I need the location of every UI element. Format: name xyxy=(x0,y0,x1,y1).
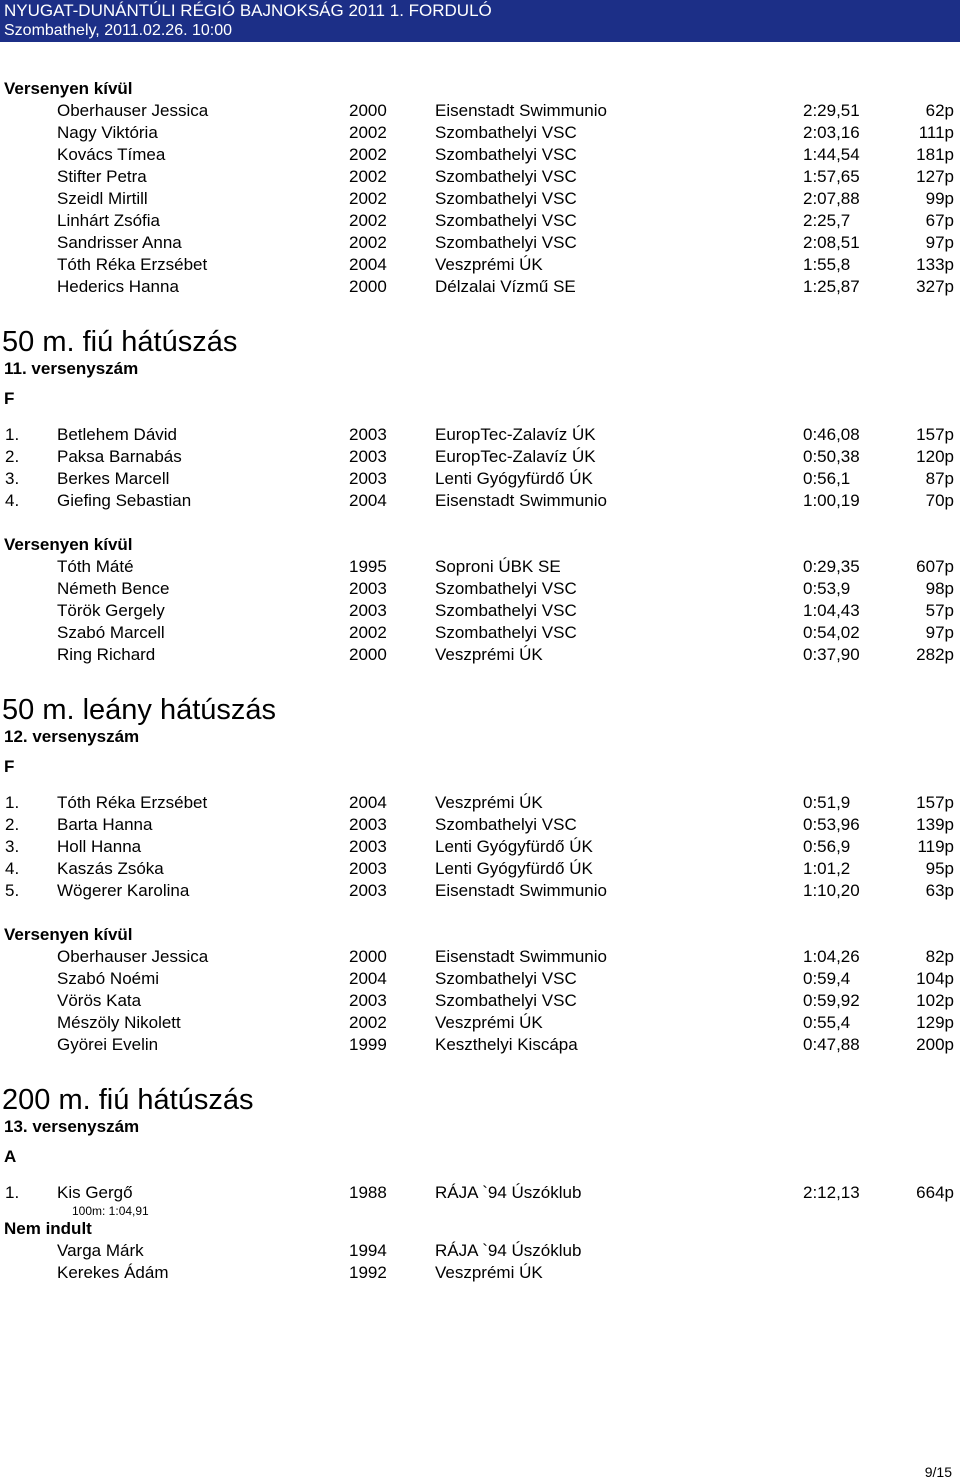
club-name: Lenti Gyógyfürdő ÚK xyxy=(435,469,593,488)
event-number: 13. versenyszám xyxy=(4,1117,140,1136)
results-list xyxy=(0,1182,960,1204)
result-time: 0:56,9 xyxy=(803,837,851,856)
points: 111p xyxy=(918,123,954,142)
swimmer-name: Varga Márk xyxy=(57,1241,144,1260)
place: 3. xyxy=(5,837,20,856)
result-row xyxy=(0,968,960,990)
club-name: Szombathelyi VSC xyxy=(435,623,577,642)
results-list xyxy=(0,424,960,512)
result-row xyxy=(0,446,960,468)
results-list xyxy=(0,946,960,1056)
result-row xyxy=(0,210,960,232)
birth-year: 2002 xyxy=(349,145,387,164)
place: 4. xyxy=(5,491,20,510)
swimmer-name: Szabó Marcell xyxy=(57,623,165,642)
birth-year: 2003 xyxy=(349,601,387,620)
points: 87p xyxy=(925,469,954,488)
swimmer-name: Vörös Kata xyxy=(57,991,142,1010)
points: 67p xyxy=(925,211,954,230)
result-row xyxy=(0,644,960,666)
points: 70p xyxy=(925,491,954,510)
event-number: 11. versenyszám xyxy=(4,359,139,378)
birth-year: 2003 xyxy=(349,859,387,878)
place: 1. xyxy=(5,1183,20,1202)
swimmer-name: Kerekes Ádám xyxy=(57,1263,169,1282)
result-row xyxy=(0,122,960,144)
swimmer-name: Szeidl Mirtill xyxy=(57,189,148,208)
birth-year: 2003 xyxy=(349,469,387,488)
result-time: 1:01,2 xyxy=(803,859,851,878)
result-row xyxy=(0,188,960,210)
result-time: 0:46,08 xyxy=(803,425,860,444)
birth-year: 2003 xyxy=(349,991,387,1010)
competition-venue-date: Szombathely, 2011.02.26. 10:00 xyxy=(4,22,233,39)
page-header xyxy=(0,0,960,42)
result-row xyxy=(0,990,960,1012)
result-row xyxy=(0,276,960,298)
club-name: Lenti Gyógyfürdő ÚK xyxy=(435,859,593,878)
result-time: 1:44,54 xyxy=(803,145,860,164)
result-time: 0:55,4 xyxy=(803,1013,851,1032)
result-row xyxy=(0,880,960,902)
club-name: Szombathelyi VSC xyxy=(435,123,577,142)
swimmer-name: Nagy Viktória xyxy=(57,123,158,142)
points: 95p xyxy=(925,859,954,878)
birth-year: 1999 xyxy=(349,1035,387,1054)
result-time: 2:07,88 xyxy=(803,189,860,208)
group-label: Nem indult xyxy=(4,1219,92,1238)
place: 4. xyxy=(5,859,20,878)
result-row xyxy=(0,814,960,836)
birth-year: 2002 xyxy=(349,189,387,208)
age-category: A xyxy=(4,1147,17,1166)
result-row xyxy=(0,1262,960,1284)
birth-year: 2002 xyxy=(349,623,387,642)
points: 62p xyxy=(925,101,954,120)
swimmer-name: Linhárt Zsófia xyxy=(57,211,160,230)
place: 2. xyxy=(5,815,20,834)
result-row xyxy=(0,946,960,968)
swimmer-name: Szabó Noémi xyxy=(57,969,160,988)
birth-year: 1988 xyxy=(349,1183,387,1202)
result-time: 0:37,90 xyxy=(803,645,860,664)
club-name: EuropTec-Zalavíz ÚK xyxy=(435,425,596,444)
birth-year: 2002 xyxy=(349,211,387,230)
points: 157p xyxy=(916,793,954,812)
swimmer-name: Oberhauser Jessica xyxy=(57,101,209,120)
results-list xyxy=(0,100,960,298)
points: 327p xyxy=(916,277,954,296)
birth-year: 2003 xyxy=(349,881,387,900)
result-time: 1:25,87 xyxy=(803,277,860,296)
result-time: 1:00,19 xyxy=(803,491,860,510)
club-name: Délzalai Vízmű SE xyxy=(435,277,576,296)
birth-year: 2004 xyxy=(349,491,387,510)
swimmer-name: Barta Hanna xyxy=(57,815,153,834)
place: 3. xyxy=(5,469,20,488)
result-row xyxy=(0,858,960,880)
club-name: Eisenstadt Swimmunio xyxy=(435,491,607,510)
club-name: Eisenstadt Swimmunio xyxy=(435,947,607,966)
points: 104p xyxy=(916,969,954,988)
points: 98p xyxy=(925,579,954,598)
points: 102p xyxy=(916,991,954,1010)
results-list xyxy=(0,556,960,666)
swimmer-name: Giefing Sebastian xyxy=(57,491,192,510)
club-name: Szombathelyi VSC xyxy=(435,167,577,186)
page-number: 9/15 xyxy=(924,1464,952,1480)
place: 2. xyxy=(5,447,20,466)
result-row xyxy=(0,1182,960,1204)
birth-year: 2000 xyxy=(349,277,387,296)
place: 1. xyxy=(5,425,20,444)
points: 200p xyxy=(916,1035,954,1054)
event-title: 50 m. leány hátúszás xyxy=(2,694,277,726)
swimmer-name: Tóth Réka Erzsébet xyxy=(57,255,208,274)
result-time: 0:29,35 xyxy=(803,557,860,576)
competition-title: NYUGAT-DUNÁNTÚLI RÉGIÓ BAJNOKSÁG 2011 1. FORDULÓ xyxy=(4,1,492,20)
birth-year: 2003 xyxy=(349,815,387,834)
points: 157p xyxy=(916,425,954,444)
swimmer-name: Török Gergely xyxy=(57,601,165,620)
result-time: 0:47,88 xyxy=(803,1035,860,1054)
birth-year: 2000 xyxy=(349,947,387,966)
points: 139p xyxy=(916,815,954,834)
points: 82p xyxy=(925,947,954,966)
event-number: 12. versenyszám xyxy=(4,727,140,746)
swimmer-name: Hederics Hanna xyxy=(57,277,179,296)
swimmer-name: Tóth Máté xyxy=(57,557,134,576)
swimmer-name: Németh Bence xyxy=(57,579,170,598)
result-time: 2:12,13 xyxy=(803,1183,860,1202)
group-label: Versenyen kívül xyxy=(4,79,133,98)
split-time: 100m: 1:04,91 xyxy=(72,1204,149,1218)
result-time: 2:03,16 xyxy=(803,123,860,142)
result-time: 1:04,43 xyxy=(803,601,860,620)
points: 133p xyxy=(916,255,954,274)
swimmer-name: Mészöly Nikolett xyxy=(57,1013,181,1032)
club-name: Szombathelyi VSC xyxy=(435,969,577,988)
results-content xyxy=(0,78,960,1284)
club-name: Szombathelyi VSC xyxy=(435,579,577,598)
club-name: Szombathelyi VSC xyxy=(435,189,577,208)
swimmer-name: Tóth Réka Erzsébet xyxy=(57,793,208,812)
club-name: RÁJA `94 Úszóklub xyxy=(435,1183,582,1202)
result-row xyxy=(0,836,960,858)
points: 119p xyxy=(917,837,954,856)
swimmer-name: Paksa Barnabás xyxy=(57,447,182,466)
result-time: 0:56,1 xyxy=(803,469,851,488)
birth-year: 2000 xyxy=(349,101,387,120)
result-row xyxy=(0,232,960,254)
result-time: 0:54,02 xyxy=(803,623,860,642)
points: 99p xyxy=(925,189,954,208)
club-name: Szombathelyi VSC xyxy=(435,233,577,252)
birth-year: 2004 xyxy=(349,255,387,274)
swimmer-name: Oberhauser Jessica xyxy=(57,947,209,966)
club-name: Soproni ÚBK SE xyxy=(435,557,561,576)
swimmer-name: Kaszás Zsóka xyxy=(57,859,164,878)
points: 664p xyxy=(916,1183,954,1202)
birth-year: 2003 xyxy=(349,447,387,466)
birth-year: 1994 xyxy=(349,1241,387,1260)
event-title: 50 m. fiú hátúszás xyxy=(2,326,238,358)
result-row xyxy=(0,166,960,188)
swimmer-name: Ring Richard xyxy=(57,645,156,664)
birth-year: 2003 xyxy=(349,837,387,856)
points: 57p xyxy=(925,601,954,620)
group-label: Versenyen kívül xyxy=(4,535,133,554)
swimmer-name: Wögerer Karolina xyxy=(57,881,190,900)
birth-year: 2004 xyxy=(349,969,387,988)
points: 97p xyxy=(925,623,954,642)
result-row xyxy=(0,578,960,600)
points: 181p xyxy=(916,145,954,164)
result-row xyxy=(0,1240,960,1262)
group-label: Versenyen kívül xyxy=(4,925,133,944)
points: 282p xyxy=(916,645,954,664)
result-time: 2:29,51 xyxy=(803,101,860,120)
club-name: Lenti Gyógyfürdő ÚK xyxy=(435,837,593,856)
result-row xyxy=(0,254,960,276)
birth-year: 2002 xyxy=(349,123,387,142)
club-name: Veszprémi ÚK xyxy=(435,255,543,274)
birth-year: 2002 xyxy=(349,167,387,186)
swimmer-name: Kovács Tímea xyxy=(57,145,166,164)
result-row xyxy=(0,1034,960,1056)
birth-year: 1992 xyxy=(349,1263,387,1282)
club-name: Eisenstadt Swimmunio xyxy=(435,101,607,120)
points: 607p xyxy=(916,557,954,576)
club-name: Eisenstadt Swimmunio xyxy=(435,881,607,900)
club-name: Veszprémi ÚK xyxy=(435,1013,543,1032)
swimmer-name: Berkes Marcell xyxy=(57,469,170,488)
result-row xyxy=(0,144,960,166)
result-time: 2:08,51 xyxy=(803,233,860,252)
place: 5. xyxy=(5,881,20,900)
result-time: 2:25,7 xyxy=(803,211,851,230)
event-title: 200 m. fiú hátúszás xyxy=(2,1084,254,1116)
club-name: Szombathelyi VSC xyxy=(435,211,577,230)
place: 1. xyxy=(5,793,20,812)
result-time: 0:53,96 xyxy=(803,815,860,834)
result-row xyxy=(0,468,960,490)
points: 129p xyxy=(916,1013,954,1032)
result-time: 0:59,92 xyxy=(803,991,860,1010)
swimmer-name: Stifter Petra xyxy=(57,167,147,186)
club-name: Szombathelyi VSC xyxy=(435,601,577,620)
age-category: F xyxy=(4,389,15,408)
points: 63p xyxy=(925,881,954,900)
club-name: Veszprémi ÚK xyxy=(435,1263,543,1282)
result-time: 1:57,65 xyxy=(803,167,860,186)
result-time: 0:59,4 xyxy=(803,969,851,988)
swimmer-name: Kis Gergő xyxy=(57,1183,133,1202)
age-category: F xyxy=(4,757,15,776)
result-time: 1:55,8 xyxy=(803,255,851,274)
results-list xyxy=(0,1240,960,1284)
result-row xyxy=(0,792,960,814)
club-name: EuropTec-Zalavíz ÚK xyxy=(435,447,596,466)
birth-year: 2000 xyxy=(349,645,387,664)
club-name: Veszprémi ÚK xyxy=(435,645,543,664)
result-time: 0:51,9 xyxy=(803,793,851,812)
result-row xyxy=(0,490,960,512)
swimmer-name: Betlehem Dávid xyxy=(57,425,178,444)
points: 97p xyxy=(925,233,954,252)
result-row xyxy=(0,556,960,578)
result-row xyxy=(0,424,960,446)
birth-year: 2002 xyxy=(349,233,387,252)
birth-year: 2004 xyxy=(349,793,387,812)
club-name: Keszthelyi Kiscápa xyxy=(435,1035,578,1054)
results-list xyxy=(0,792,960,902)
result-row xyxy=(0,600,960,622)
club-name: Veszprémi ÚK xyxy=(435,793,543,812)
swimmer-name: Sandrisser Anna xyxy=(57,233,182,252)
birth-year: 2003 xyxy=(349,425,387,444)
result-time: 0:50,38 xyxy=(803,447,860,466)
result-time: 1:10,20 xyxy=(803,881,860,900)
result-row xyxy=(0,100,960,122)
result-row xyxy=(0,622,960,644)
birth-year: 1995 xyxy=(349,557,387,576)
birth-year: 2003 xyxy=(349,579,387,598)
club-name: Szombathelyi VSC xyxy=(435,815,577,834)
points: 120p xyxy=(916,447,954,466)
club-name: RÁJA `94 Úszóklub xyxy=(435,1241,582,1260)
swimmer-name: Holl Hanna xyxy=(57,837,142,856)
result-time: 0:53,9 xyxy=(803,579,851,598)
club-name: Szombathelyi VSC xyxy=(435,991,577,1010)
swimmer-name: Györei Evelin xyxy=(57,1035,159,1054)
points: 127p xyxy=(916,167,954,186)
result-row xyxy=(0,1012,960,1034)
club-name: Szombathelyi VSC xyxy=(435,145,577,164)
result-time: 1:04,26 xyxy=(803,947,860,966)
birth-year: 2002 xyxy=(349,1013,387,1032)
